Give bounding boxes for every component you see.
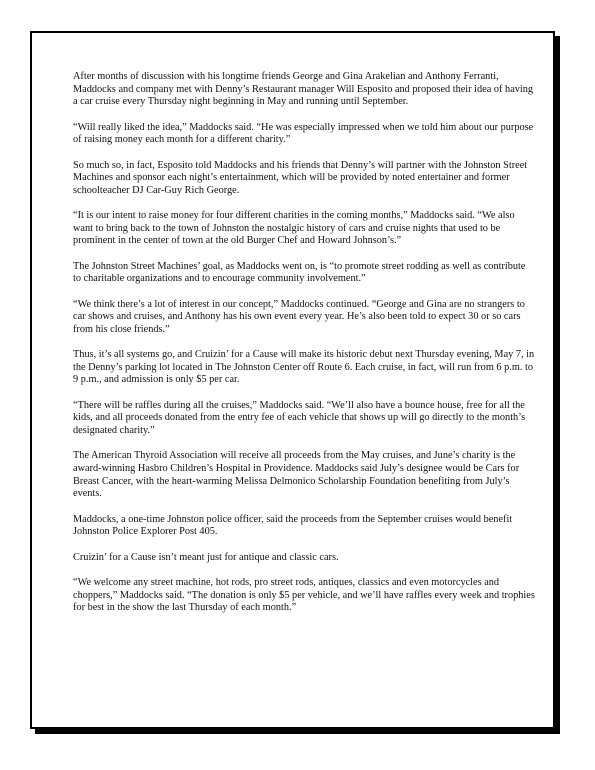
paragraph: “We welcome any street machine, hot rods, pro street rods, antiques, classics and even motorcycles and choppers,” Maddocks said. “The donation is only $5 per vehicle, and we’ll have raffles every week and trophies for best in the show the last Thursday of each month.”: [73, 576, 535, 614]
paragraph: Cruizin’ for a Cause isn’t meant just for antique and classic cars.: [73, 551, 339, 563]
paragraph: After months of discussion with his longtime friends George and Gina Arakelian and Anthony Ferranti, Maddocks and company met with Denny’s Restaurant manager Will Esposito and proposed their idea of having a car cruise every Thursday night beginning in May and running until September.: [73, 71, 534, 108]
paragraph: The Johnston Street Machines’ goal, as Maddocks went on, is “to promote street rodding as well as contribute to charitable organizations and to encourage community involvement.”: [73, 260, 526, 285]
paragraph: The American Thyroid Association will receive all proceeds from the May cruises, and June’s charity is the award-winning Hasbro Children’s Hospital in Providence. Maddocks said July’s designee would be Cars for Breast Cancer, with the heart-warming Melissa Delmonico Scholarship Foundation benefiting from July’s events.: [73, 450, 520, 500]
paragraph: “There will be raffles during all the cruises,” Maddocks said. “We’ll also have a bounce house, free for all the kids, and all proceeds donated from the entry fee of each vehicle that shows up will go directly to the month’s designated charity.”: [73, 399, 526, 437]
article-body: [73, 71, 535, 628]
paragraph: “Will really liked the idea,” Maddocks said. “He was especially impressed when we told him about our purpose of raising money each month for a different charity.”: [73, 121, 534, 146]
paragraph: “We think there’s a lot of interest in our concept,” Maddocks continued. “George and Gina are no strangers to car shows and cruises, and Anthony has his own event every year. He’s also been told to expect 30 or so cars from his close friends.”: [73, 298, 525, 335]
paragraph: Thus, it’s all systems go, and Cruizin’ for a Cause will make its historic debut next Thursday evening, May 7, in the Denny’s parking lot located in The Johnston Center off Route 6. Each cruise, in fact, will run from 6 p.m. to 9 p.m., and admission is only $5 per car.: [73, 349, 535, 386]
document-page: [30, 31, 555, 729]
paragraph: Maddocks, a one-time Johnston police officer, said the proceeds from the September cruises would benefit Johnston Police Explorer Post 405.: [73, 513, 513, 538]
paragraph: So much so, in fact, Esposito told Maddocks and his friends that Denny’s will partner with the Johnston Street Machines and sponsor each night’s entertainment, which will be provided by noted entertainer and former schoolteacher DJ Car-Guy Rich George.: [73, 159, 528, 196]
paragraph: “It is our intent to raise money for four different charities in the coming months,” Maddocks said. “We also want to bring back to the town of Johnston the nostalgic history of cars and cruise nights that used to be prominent in the center of town at the old Burger Chef and Howard Johnson’s.”: [73, 210, 515, 247]
